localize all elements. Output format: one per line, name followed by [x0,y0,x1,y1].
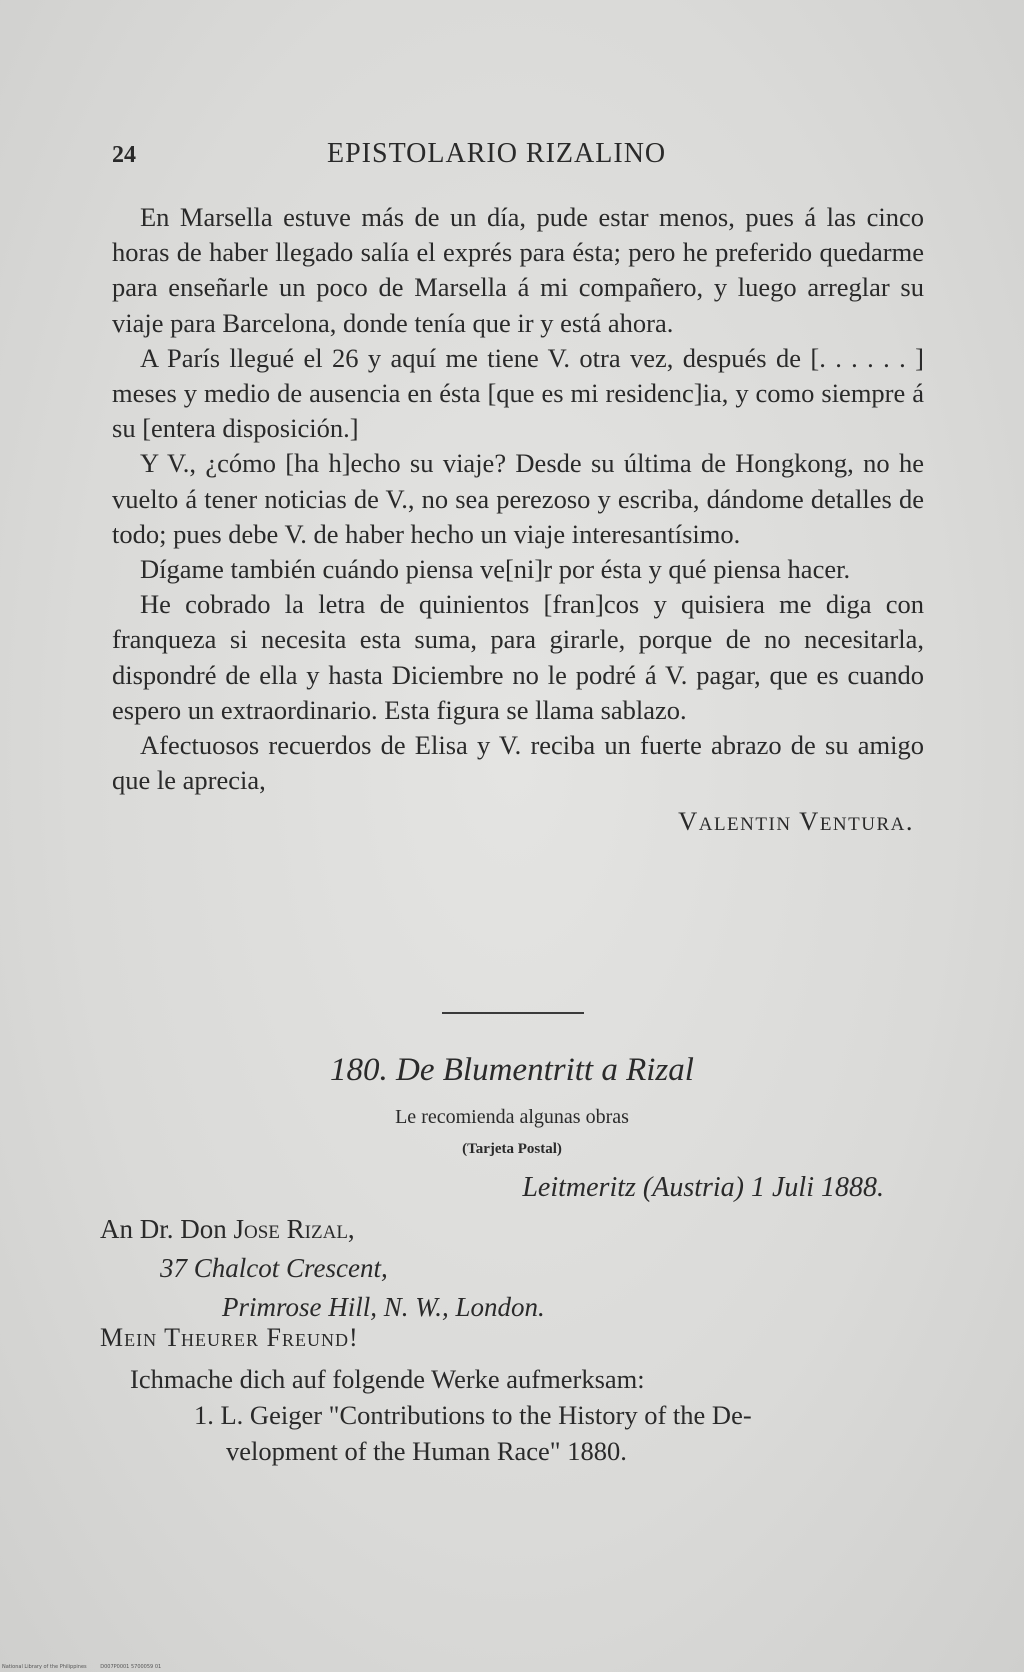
address-prefix: An Dr. Don [100,1214,234,1244]
library-name: National Library of the Philippines [2,1664,87,1670]
address-line-3: Primrose Hill, N. W., London. [222,1292,545,1322]
address-block [100,1210,545,1327]
paragraph: En Marsella estuve más de un día, pude estar menos, pues á las cinco horas de haber llegado salía el exprés para ésta; pero he preferido quedarme para enseñarle un poco de Marsella á mi compañero, y luego arreglar su viaje para Barcelona, donde tenía que ir y está ahora. [112,202,924,338]
salutation: Mein Theurer Freund! [100,1323,359,1352]
archive-code: D007P0001 5700059 01 [100,1664,162,1670]
list-item: 1. L. Geiger "Contributions to the History of the De- [194,1400,752,1430]
letter-note: (Tarjeta Postal) [462,1141,562,1157]
address-line-2 [100,1249,545,1288]
paragraph: Dígame también cuándo piensa ve[ni]r por ésta y qué piensa hacer. [140,554,851,585]
running-head: EPISTOLARIO RIZALINO [327,138,667,169]
address-line-1 [100,1210,545,1249]
paragraph: A París llegué el 26 y aquí me tiene V. otra vez, después de [. . . . . . ] meses y medio de ausencia en ésta [que es mi residenc]ia, y como siempre á su [entera disposición.] [112,342,924,444]
letter-title: 180. De Blumentritt a Rizal [330,1052,694,1088]
street-number: 37 [160,1253,194,1283]
letter-179-body [112,200,924,840]
list-item-continuation: velopment of the Human Race" 1880. [226,1436,627,1466]
paragraph: He cobrado la letra de quinientos [fran]cos y quisiera me diga con franqueza si necesita esta suma, para girarle, porque de no necesitarla, dispondré de ella y hasta Diciembre no le podré á V. pagar, que es cuando espero un extraordinario. Esta figura se llama sablazo. [112,589,924,725]
page-number: 24 [112,142,136,168]
letter-subtitle: Le recomienda algunas obras [395,1106,629,1128]
street-name: Chalcot Crescent, [193,1253,388,1283]
signature: Valentin Ventura. [678,806,914,837]
page-header [112,138,912,178]
paragraph: Afectuosos recuerdos de Elisa y V. reciba un fuerte abrazo de su amigo que le aprecia, [112,730,924,796]
section-divider [442,1012,584,1014]
addressee-name: Jose Rizal, [233,1214,355,1244]
paragraph: Y V., ¿cómo [ha h]echo su viaje? Desde su última de Hongkong, no he vuelto á tener noticias de V., no sea perezoso y escriba, dándome detalles de todo; pues debe V. de haber hecho un viaje interesantísimo. [112,448,924,549]
dateline: Leitmeritz (Austria) 1 Juli 1888. [522,1172,884,1203]
footer-stamp [2,1664,173,1670]
letter-180-body [100,1361,922,1469]
intro-paragraph: Ichmache dich auf folgende Werke aufmerksam: [130,1364,645,1394]
